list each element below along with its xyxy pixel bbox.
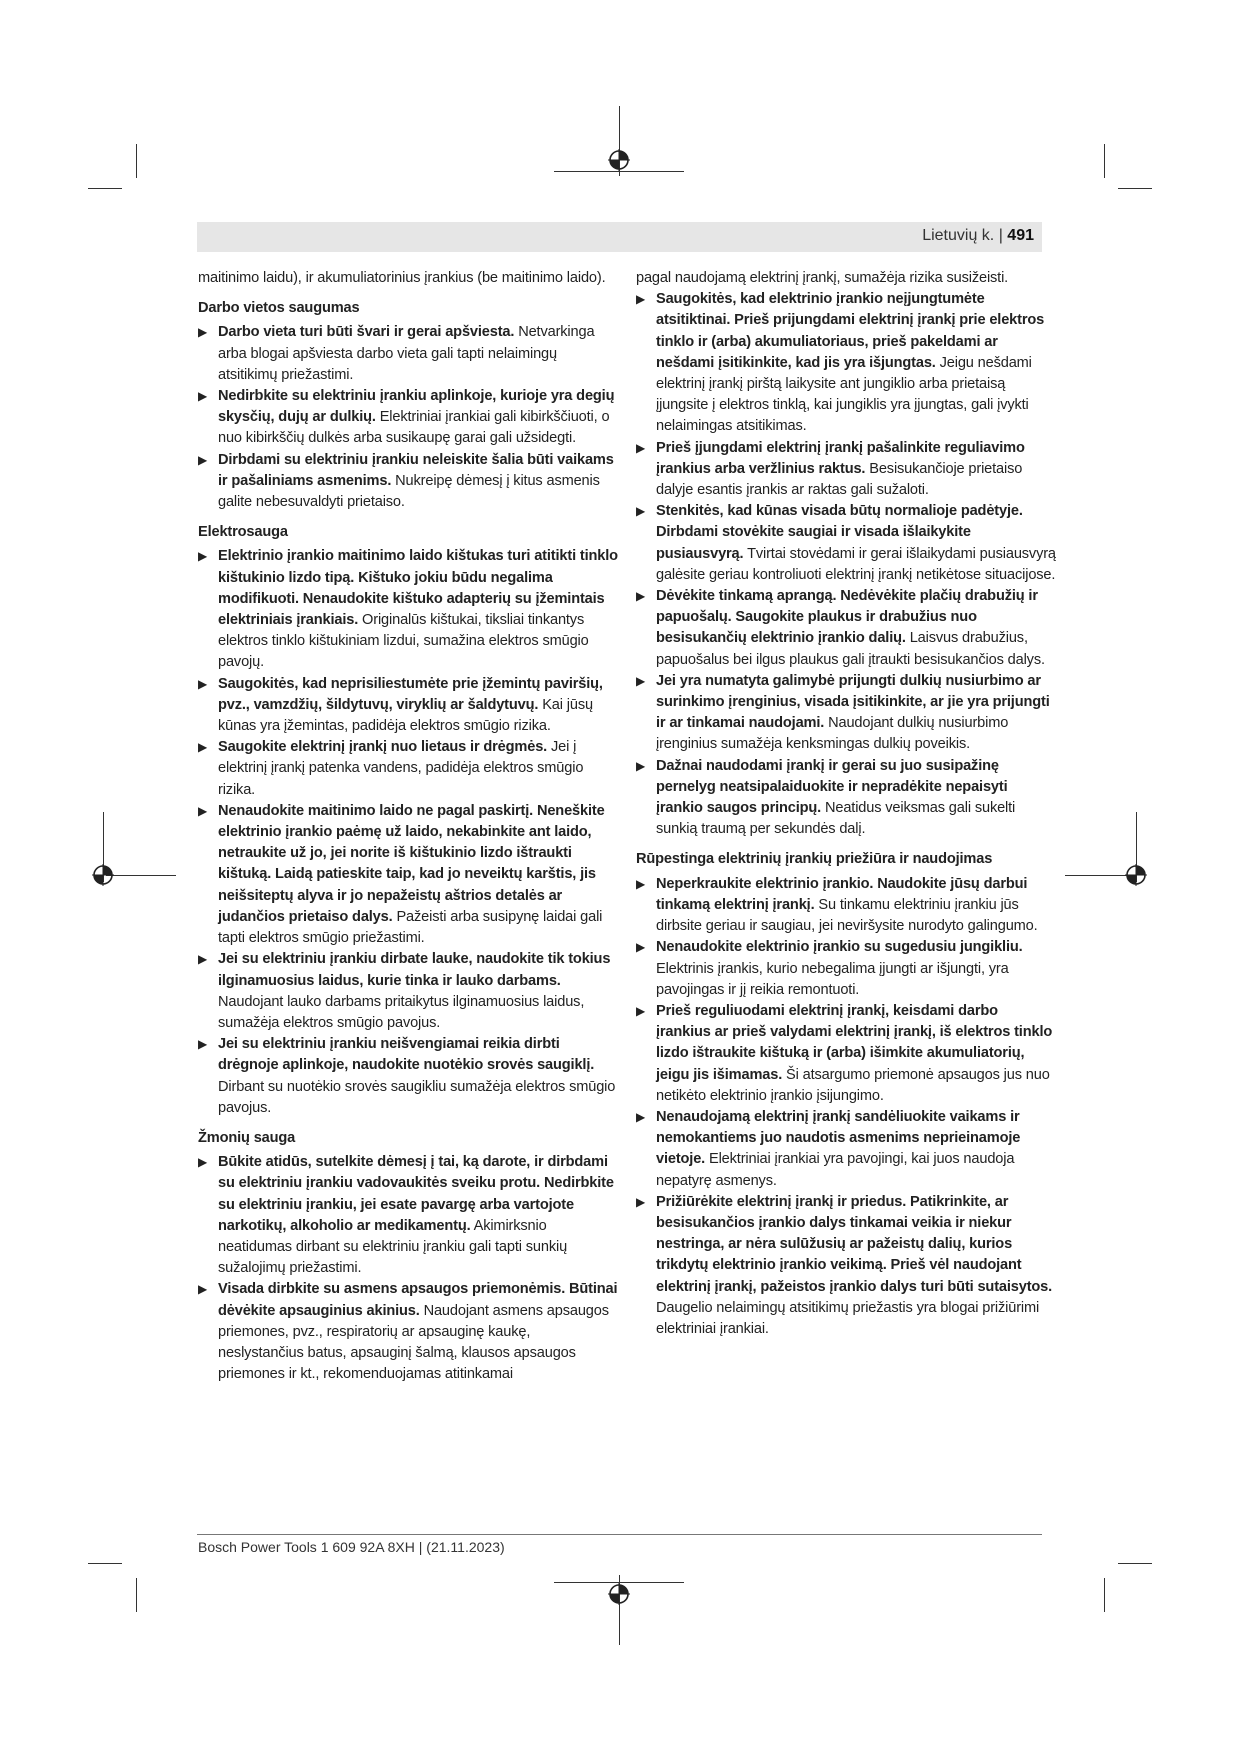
warning-bold: Neperkraukite elektrinio įrankio. Naudokite jūsų darbui tinkamą elektrinį įrankį. [656,875,1028,913]
warning-bold: Jei yra numatyta galimybė prijungti dulkių nusiurbimo ar surinkimo įrenginius, visada įsitikinkite, ar jie yra prijungti ir ar tinkamai naudojami. [656,672,1050,732]
registration-target-icon [92,864,114,886]
bullet-triangle-icon: ▶ [198,1282,208,1297]
crop-mark [88,1563,122,1564]
warning-item [198,1279,618,1385]
bullet-triangle-icon: ▶ [198,389,208,404]
warning-text: Daugelio nelaimingų atsitikimų priežastis yra blogai prižiūrimi elektriniai įrankiai. [656,1299,1040,1337]
warning-item [636,937,1056,1001]
warning-bold: Būkite atidūs, sutelkite dėmesį į tai, ką darote, ir dirbdami su elektriniu įrankiu vadovaukitės sveiku protu. Nedirbkite su elektriniu įrankiu, jei esate pavargę arba vartojote narkotikų, alkoholio ar medikamentų. [218,1154,614,1234]
warning-bold: Prieš reguliuodami elektrinį įrankį, keisdami darbo įrankius ar prieš valydami elektrinį įrankį, iš elektros tinklo lizdo ištraukite kištuką ir (arba) išimkite akumuliatorių, jeigu jis išimamas. [656,1002,1053,1083]
section-heading: Elektrosauga [198,524,288,541]
warning-item [198,801,618,949]
warning-bold: Prižiūrėkite elektrinį įrankį ir priedus. Patikrinkite, ar besisukančios įrankio dalys tinkamai veikia ir niekur nestringa, ar nėra sulūžusių ar pažeistų dalių, kurios trikdytų elektrinio įrankio veikimą. Prieš vėl naudojant elektrinį įrankį, pažeistos įrankio dalys turi būti sutaisytos. [656,1193,1053,1295]
bullet-triangle-icon: ▶ [198,1037,208,1052]
crop-mark [136,144,137,178]
page-header [197,222,1042,252]
warning-bold: Nenaudokite maitinimo laido ne pagal paskirtį. Neneškite elektrinio įrankio paėmę už laido, nekabinkite ant laido, netraukite už jo, jei norite iš kištukinio lizdo ištraukti kištuką. Laidą patieskite taip, kad jo neveiktų karštis, jis neišsiteptų alyva ir jo nepažeistų aštrios detalės ar judančios prietaiso dalys. [218,802,605,925]
left-column [198,268,618,1385]
footer-rule [197,1534,1042,1535]
bullet-triangle-icon: ▶ [636,1194,646,1209]
registration-line [106,875,176,876]
registration-line [554,171,684,172]
warning-item [198,386,618,450]
right-column [636,268,1056,1340]
bullet-triangle-icon: ▶ [198,549,208,564]
warning-text: Laisvus drabužius, papuošalus bei ilgus plaukus gali įtraukti besisukančios dalys. [656,630,1045,668]
bullet-triangle-icon: ▶ [636,758,646,773]
bullet-triangle-icon: ▶ [636,589,646,604]
warning-item [636,289,1056,437]
crop-mark [136,1578,137,1612]
bullet-triangle-icon: ▶ [636,673,646,688]
warning-text: Elektriniai įrankiai yra pavojingi, kai juos naudoja nepatyrę asmenys. [656,1151,1015,1189]
warning-text: Naudojant lauko darbams pritaikytus ilginamuosius laidus, sumažėja elektros smūgio pavojus. [218,993,585,1031]
warning-text: Besisukančioje prietaiso dalyje esantis įrankis ar raktas gali sužaloti. [656,460,1023,499]
warning-bold: Elektrinio įrankio maitinimo laido kištukas turi atitikti tinklo kištukinio lizdo tipą. Kištuko jokiu būdu negalima modifikuoti. Nenaudokite kištuko adapterių su įžemintais elektriniais įrankiais. [218,548,618,629]
header-label: Lietuvių k. | 491 [922,227,1034,244]
warning-text: Neatidus veiksmas gali sukelti sunkią traumą per sekundės dalį. [656,800,1016,838]
warning-item [636,586,1056,671]
bullet-triangle-icon: ▶ [198,740,208,755]
warning-item [198,1034,618,1119]
warning-bold: Jei su elektriniu įrankiu dirbate lauke, naudokite tik tokius ilginamuosius laidus, kurie tinka ir lauko darbams. [218,951,611,989]
section-heading: Darbo vietos saugumas [198,300,360,317]
registration-target-icon [1125,864,1147,886]
warning-text: Dirbant su nuotėkio srovės saugikliu sumažėja elektros smūgio pavojus. [218,1078,616,1116]
warning-text: Su tinkamu elektriniu įrankiu jūs dirbsite geriau ir saugiau, jei neviršysite nurodyto galingumo. [656,896,1038,935]
bullet-triangle-icon: ▶ [636,440,646,455]
crop-mark [1104,144,1105,178]
warning-text: Ši atsargumo priemonė apsaugos jus nuo netikėto elektrinio įrankio įsijungimo. [656,1066,1050,1104]
warning-item [636,874,1056,938]
warning-bold: Visada dirbkite su asmens apsaugos priemonėmis. Būtinai dėvėkite apsauginius akinius. [218,1281,618,1319]
warning-text: Originalūs kištukai, tiksliai tinkantys elektros tinklo kištukiniam lizdui, sumažina elektros smūgio pavojų. [218,612,589,671]
warning-text: Nukreipę dėmesį į kitus asmenis galite nebesuvaldyti prietaiso. [218,472,600,511]
warning-item [636,438,1056,502]
warning-bold: Saugokitės, kad neprisiliestumėte prie įžemintų paviršių, pvz., vamzdžių, šildytuvų, viryklių ar šaldytuvų. [218,675,603,713]
warning-item [198,949,618,1034]
bullet-triangle-icon: ▶ [198,952,208,967]
warning-text: Naudojant dulkių nusiurbimo įrenginius sumažėja kenksmingas dulkių poveikis. [656,715,1009,753]
warning-text: Elektrinis įrankis, kurio nebegalima įjungti ar išjungti, yra pavojingas ir jį reikia remontuoti. [656,960,1009,998]
warning-bold: Nenaudojamą elektrinį įrankį sandėliuokite vaikams ir nemokantiems juo naudotis asmenims neprieinamoje vietoje. [656,1108,1021,1168]
page-number: 491 [1007,227,1034,244]
warning-item [198,1152,618,1279]
bullet-triangle-icon: ▶ [636,940,646,955]
warning-item [198,674,618,738]
warning-text: Elektriniai įrankiai gali kibirkščiuoti, o nuo kibirkščių dulkės arba susikaupę garai gali užsidegti. [218,409,610,447]
bullet-triangle-icon: ▶ [636,504,646,519]
bullet-triangle-icon: ▶ [636,292,646,307]
warning-text: Jeigu nešdami elektrinį įrankį pirštą laikysite ant jungiklio arba prietaisą įjungsite į elektros tinklą, kai jungiklis yra įjungtas, gali įvykti nelaimingas atsitikimas. [656,354,1032,435]
header-section: Lietuvių k. [922,227,995,244]
warning-bold: Dirbdami su elektriniu įrankiu neleiskite šalia būti vaikams ir pašaliniams asmenims. [218,451,614,489]
crop-mark [1118,188,1152,189]
warning-text: Tvirtai stovėdami ir gerai išlaikydami pusiausvyrą galėsite geriau kontroliuoti elektrinį įrankį netikėtose situacijose. [656,545,1056,583]
bullet-triangle-icon: ▶ [636,876,646,891]
warning-item [636,1001,1056,1107]
registration-target-icon [608,149,630,171]
warning-bold: Nenaudokite elektrinio įrankio su sugedusiu jungikliu. [656,939,1023,956]
warning-text: Pažeisti arba susipynę laidai gali tapti elektros smūgio priežastimi. [218,908,603,947]
warning-text: Netvarkinga arba blogai apšviesta darbo vieta gali tapti nelaimingų atsitikimų priežastimi. [218,324,595,383]
warning-bold: Dažnai naudodami įrankį ir gerai su juo susipažinę pernelyg neatsipalaiduokite ir nepradėkite nepaisyti įrankio saugos principų. [656,757,1008,817]
warning-bold: Prieš įjungdami elektrinį įrankį pašalinkite reguliavimo įrankius arba veržlinius raktus. [656,439,1025,477]
warning-bold: Saugokite elektrinį įrankį nuo lietaus ir drėgmės. [218,739,548,756]
section-heading: Rūpestinga elektrinių įrankių priežiūra ir naudojimas [636,851,993,868]
warning-item [636,671,1056,756]
bullet-triangle-icon: ▶ [198,325,208,340]
warning-item [198,737,618,801]
continuation-text: maitinimo laidu), ir akumuliatorinius įrankius (be maitinimo laido). [198,270,606,286]
registration-target-icon [608,1583,630,1605]
warning-bold: Saugokitės, kad elektrinio įrankio neįjungtumėte atsitiktinai. Prieš prijungdami elektrinį įrankį prie elektros tinklo ir (arba) akumuliatoriaus, prieš pakeldami ar nešdami įsitikinkite, kad jis yra išjungtas. [656,291,1045,371]
section-heading: Žmonių sauga [198,1129,296,1146]
crop-mark [88,188,122,189]
bullet-triangle-icon: ▶ [636,1109,646,1124]
bullet-triangle-icon: ▶ [636,1003,646,1018]
warning-item [636,756,1056,841]
warning-bold: Dėvėkite tinkamą aprangą. Nedėvėkite plačių drabužių ir papuošalų. Saugokite plaukus ir drabužius nuo besisukančių elektrinio įrankio dalių. [656,588,1038,647]
bullet-triangle-icon: ▶ [198,803,208,818]
warning-text: Naudojant asmens apsaugos priemones, pvz., respiratorių ar apsauginę kaukę, neslystančius batus, apsauginį šalmą, klausos apsaugos priemones ir kt., rekomenduojamas atitinkamai [218,1302,609,1383]
warning-item [636,1107,1056,1192]
page-footer: Bosch Power Tools 1 609 92A 8XH | (21.11.2023) [198,1539,505,1555]
warning-text: Kai jūsų kūnas yra įžemintas, padidėja elektros smūgio rizika. [218,696,593,735]
warning-bold: Stenkitės, kad kūnas visada būtų normalioje padėtyje. Dirbdami stovėkite saugiai ir visada išlaikykite pusiausvyrą. [656,503,1023,562]
bullet-triangle-icon: ▶ [198,452,208,467]
warning-text: Jei į elektrinį įrankį patenka vandens, padidėja elektros smūgio rizika. [218,739,584,798]
continuation-text: pagal naudojamą elektrinį įrankį, sumažėja rizika susižeisti. [636,270,1009,286]
crop-mark [1104,1578,1105,1612]
bullet-triangle-icon: ▶ [198,676,208,691]
warning-bold: Jei su elektriniu įrankiu neišvengiamai reikia dirbti drėgnoje aplinkoje, naudokite nuotėkio srovės saugiklį. [218,1036,595,1074]
crop-mark [1118,1563,1152,1564]
warning-item [636,1192,1056,1340]
warning-item [198,546,618,673]
warning-text: Akimirksnio neatidumas dirbant su elektriniu įrankiu gali tapti sunkių sužalojimų priežastimi. [218,1217,568,1277]
warning-bold: Darbo vieta turi būti švari ir gerai apšviesta. [218,324,515,341]
warning-bold: Nedirbkite su elektriniu įrankiu aplinkoje, kurioje yra degių skysčių, dujų ar dulkių. [218,388,615,426]
warning-item [198,322,618,386]
warning-item [198,450,618,514]
bullet-triangle-icon: ▶ [198,1155,208,1170]
warning-item [636,501,1056,586]
